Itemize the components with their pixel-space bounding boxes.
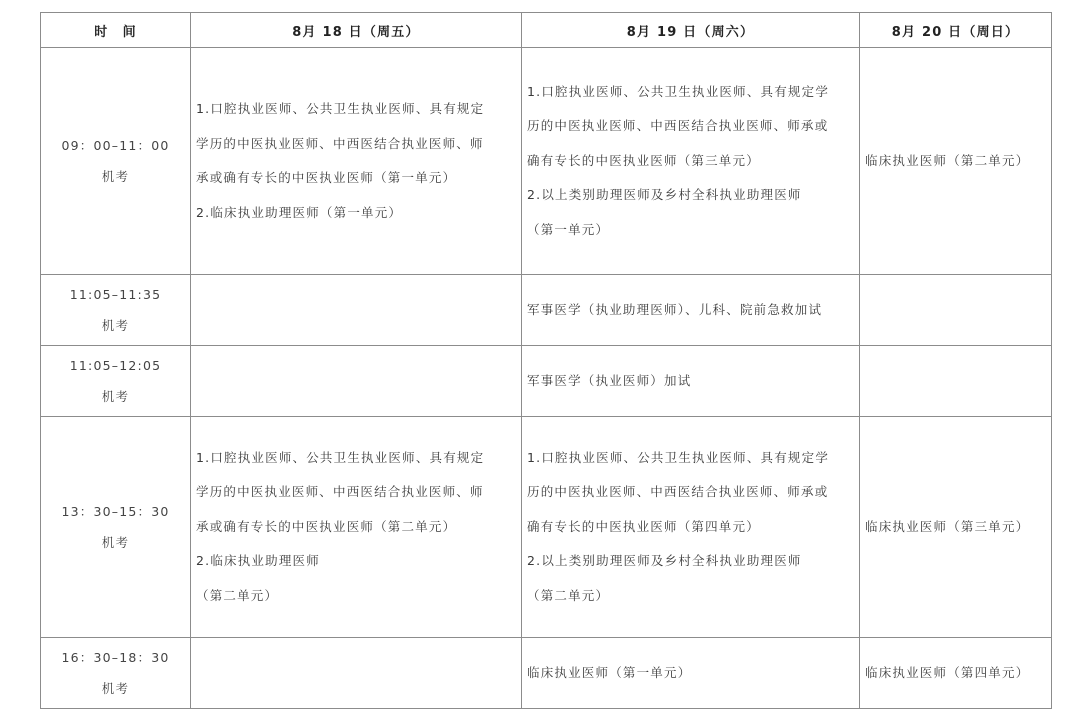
time-range: 16：30–18：30 (61, 650, 170, 665)
schedule-cell-aug-19: 军事医学（执业医师）加试 (522, 346, 860, 417)
schedule-cell-aug-20: 临床执业医师（第二单元） (860, 48, 1052, 275)
schedule-cell-aug-20: 临床执业医师（第三单元） (860, 417, 1052, 638)
cell-line: 1.口腔执业医师、公共卫生执业医师、具有规定 (196, 449, 485, 465)
exam-mode: 机考 (101, 169, 130, 184)
exam-mode: 机考 (101, 535, 130, 550)
cell-line: 学历的中医执业医师、中西医结合执业医师、师 (196, 484, 484, 500)
schedule-cell-aug-18 (191, 638, 522, 709)
schedule-cell-aug-19 (522, 48, 860, 275)
schedule-cell-aug-18 (191, 275, 522, 346)
schedule-cell-aug-20 (860, 275, 1052, 346)
schedule-cell-aug-18 (191, 346, 522, 417)
cell-line: 1.口腔执业医师、公共卫生执业医师、具有规定学 (527, 449, 830, 465)
cell-line: 承或确有专长的中医执业医师（第一单元） (196, 170, 457, 185)
table-row (41, 417, 1052, 638)
header-day-aug-19: 8月 19 日（周六） (522, 13, 860, 48)
cell-line: 2.以上类别助理医师及乡村全科执业助理医师 (527, 187, 802, 203)
schedule-cell-aug-20: 临床执业医师（第四单元） (860, 638, 1052, 709)
cell-line: 学历的中医执业医师、中西医结合执业医师、师 (196, 135, 484, 151)
time-range: 09：00–11：00 (61, 138, 170, 153)
schedule-cell-aug-18 (191, 417, 522, 638)
cell-line: （第一单元） (527, 221, 610, 237)
exam-schedule-table (40, 12, 1052, 709)
header-time: 时 间 (41, 13, 191, 48)
cell-line: 确有专长的中医执业医师（第三单元） (527, 152, 760, 168)
time-range: 11:05–11:35 (69, 287, 162, 302)
time-slot-cell (41, 638, 191, 709)
exam-mode: 机考 (101, 681, 130, 696)
cell-line: 确有专长的中医执业医师（第四单元） (527, 518, 760, 534)
schedule-cell-aug-19: 军事医学（执业助理医师）、儿科、院前急救加试 (522, 275, 860, 346)
time-slot-cell (41, 417, 191, 638)
time-slot-cell (41, 346, 191, 417)
schedule-cell-aug-18 (191, 48, 522, 275)
cell-line: 2.临床执业助理医师（第一单元） (196, 204, 403, 220)
cell-line: 历的中医执业医师、中西医结合执业医师、师承或 (527, 118, 829, 134)
time-slot-cell (41, 275, 191, 346)
schedule-cell-aug-19 (522, 417, 860, 638)
cell-line: （第二单元） (196, 587, 279, 603)
time-range: 11:05–12:05 (69, 358, 162, 373)
cell-line: 历的中医执业医师、中西医结合执业医师、师承或 (527, 484, 829, 500)
time-range: 13：30–15：30 (61, 504, 170, 519)
header-day-aug-18: 8月 18 日（周五） (191, 13, 522, 48)
cell-line: （第二单元） (527, 587, 610, 603)
cell-line: 2.临床执业助理医师 (196, 553, 320, 569)
exam-mode: 机考 (101, 318, 130, 333)
schedule-cell-aug-20 (860, 346, 1052, 417)
table-row (41, 275, 1052, 346)
cell-line: 承或确有专长的中医执业医师（第二单元） (196, 518, 457, 534)
cell-line: 2.以上类别助理医师及乡村全科执业助理医师 (527, 553, 802, 569)
table-row (41, 346, 1052, 417)
table-header-row (41, 13, 1052, 48)
table-row (41, 48, 1052, 275)
exam-mode: 机考 (101, 389, 130, 404)
header-day-aug-20: 8月 20 日（周日） (860, 13, 1052, 48)
time-slot-cell (41, 48, 191, 275)
cell-line: 1.口腔执业医师、公共卫生执业医师、具有规定学 (527, 83, 830, 99)
schedule-cell-aug-19: 临床执业医师（第一单元） (522, 638, 860, 709)
cell-line: 1.口腔执业医师、公共卫生执业医师、具有规定 (196, 101, 485, 116)
table-row (41, 638, 1052, 709)
